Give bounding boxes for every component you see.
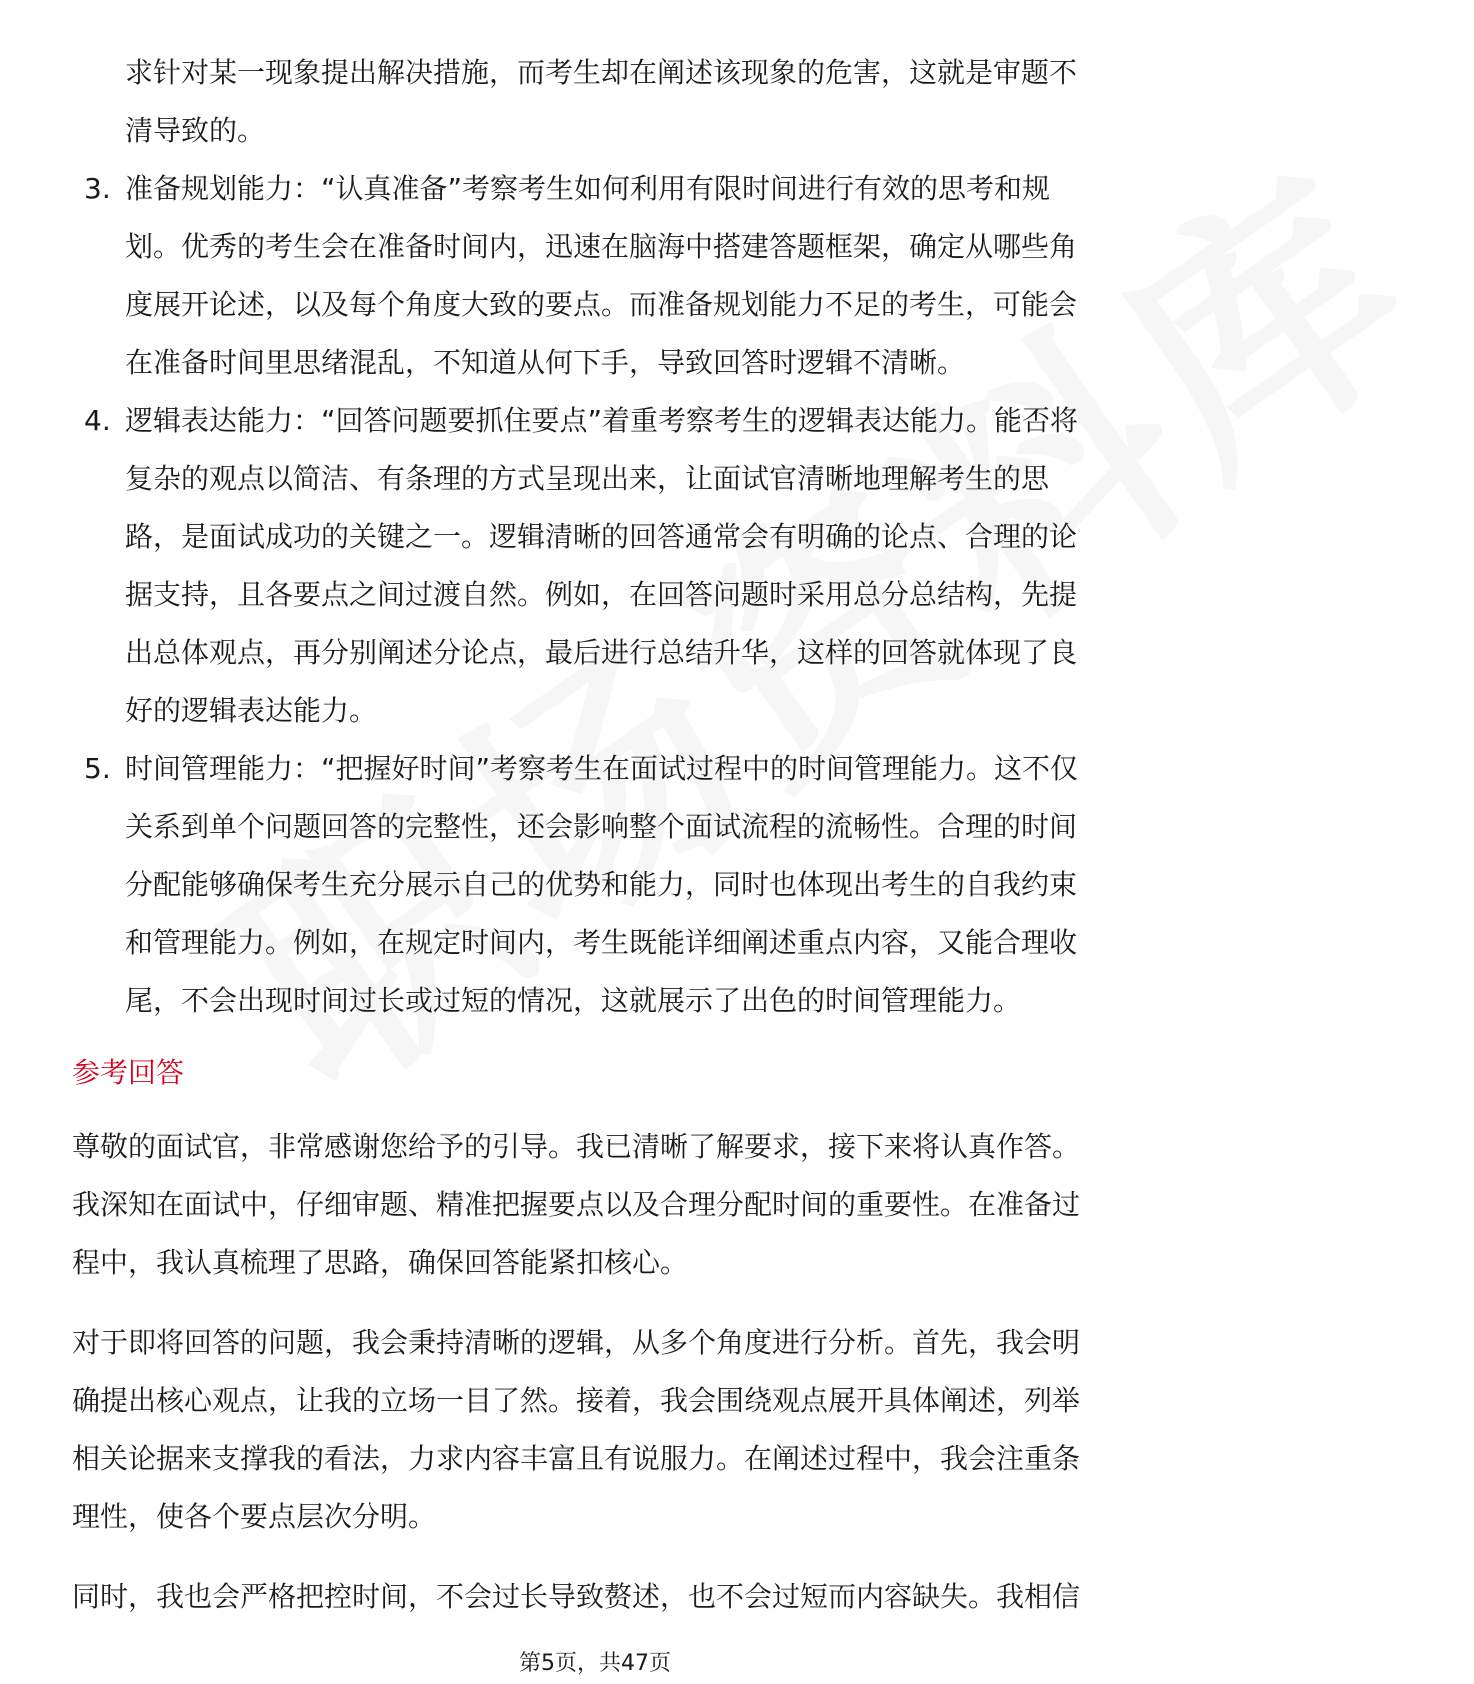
paragraph-1 [72, 1118, 1118, 1292]
text-line: 路，是面试成功的关键之一。逻辑清晰的回答通常会有明确的论点、合理的论 [125, 520, 1078, 553]
list-item-3 [72, 160, 1118, 392]
paragraph-3 [72, 1568, 1118, 1626]
text-line: 度展开论述，以及每个角度大致的要点。而准备规划能力不足的考生，可能会 [125, 288, 1078, 321]
text-line: 据支持，且各要点之间过渡自然。例如，在回答问题时采用总分总结构，先提 [125, 578, 1078, 611]
text-line: 准备规划能力：“认真准备”考察考生如何利用有限时间进行有效的思考和规 [125, 172, 1051, 205]
text-line: 同时，我也会严格把控时间，不会过长导致赘述，也不会过短而内容缺失。我相信 [72, 1580, 1081, 1613]
text-line: 求针对某一现象提出解决措施，而考生却在阐述该现象的危害，这就是审题不 [125, 56, 1078, 89]
page-number: 第5页，共47页 [519, 1651, 671, 1676]
text-line: 在准备时间里思绪混乱，不知道从何下手，导致回答时逻辑不清晰。 [125, 346, 966, 379]
list-number: 5. [84, 752, 111, 785]
text-line: 出总体观点，再分别阐述分论点，最后进行总结升华，这样的回答就体现了良 [125, 636, 1078, 669]
list-number: 3. [84, 172, 111, 205]
text-line: 和管理能力。例如，在规定时间内，考生既能详细阐述重点内容，又能合理收 [125, 926, 1078, 959]
text-line: 尊敬的面试官，非常感谢您给予的引导。我已清晰了解要求，接下来将认真作答。 [72, 1130, 1081, 1163]
text-line: 划。优秀的考生会在准备时间内，迅速在脑海中搭建答题框架，确定从哪些角 [125, 230, 1078, 263]
page-content [72, 44, 1118, 1626]
text-line: 清导致的。 [125, 114, 266, 147]
list-item-5 [72, 740, 1118, 1030]
text-line: 分配能够确保考生充分展示自己的优势和能力，同时也体现出考生的自我约束 [125, 868, 1078, 901]
text-line: 时间管理能力：“把握好时间”考察考生在面试过程中的时间管理能力。这不仅 [125, 752, 1079, 785]
text-line: 我深知在面试中，仔细审题、精准把握要点以及合理分配时间的重要性。在准备过 [72, 1188, 1081, 1221]
text-line: 相关论据来支撑我的看法，力求内容丰富且有说服力。在阐述过程中，我会注重条 [72, 1442, 1081, 1475]
text-line: 好的逻辑表达能力。 [125, 694, 378, 727]
text-line: 逻辑表达能力：“回答问题要抓住要点”着重考察考生的逻辑表达能力。能否将 [125, 404, 1079, 437]
text-line: 关系到单个问题回答的完整性，还会影响整个面试流程的流畅性。合理的时间 [125, 810, 1078, 843]
text-line: 复杂的观点以简洁、有条理的方式呈现出来，让面试官清晰地理解考生的思 [125, 462, 1050, 495]
text-line: 尾，不会出现时间过长或过短的情况，这就展示了出色的时间管理能力。 [125, 984, 1022, 1017]
text-line: 程中，我认真梳理了思路，确保回答能紧扣核心。 [72, 1246, 689, 1279]
text-line: 理性，使各个要点层次分明。 [72, 1500, 437, 1533]
intro-continuation [72, 44, 1118, 160]
list-number: 4. [84, 404, 111, 437]
list-item-4 [72, 392, 1118, 740]
section-heading: 参考回答 [72, 1056, 185, 1089]
text-line: 对于即将回答的问题，我会秉持清晰的逻辑，从多个角度进行分析。首先，我会明 [72, 1326, 1081, 1359]
text-line: 确提出核心观点，让我的立场一目了然。接着，我会围绕观点展开具体阐述，列举 [72, 1384, 1081, 1417]
paragraph-2 [72, 1314, 1118, 1546]
